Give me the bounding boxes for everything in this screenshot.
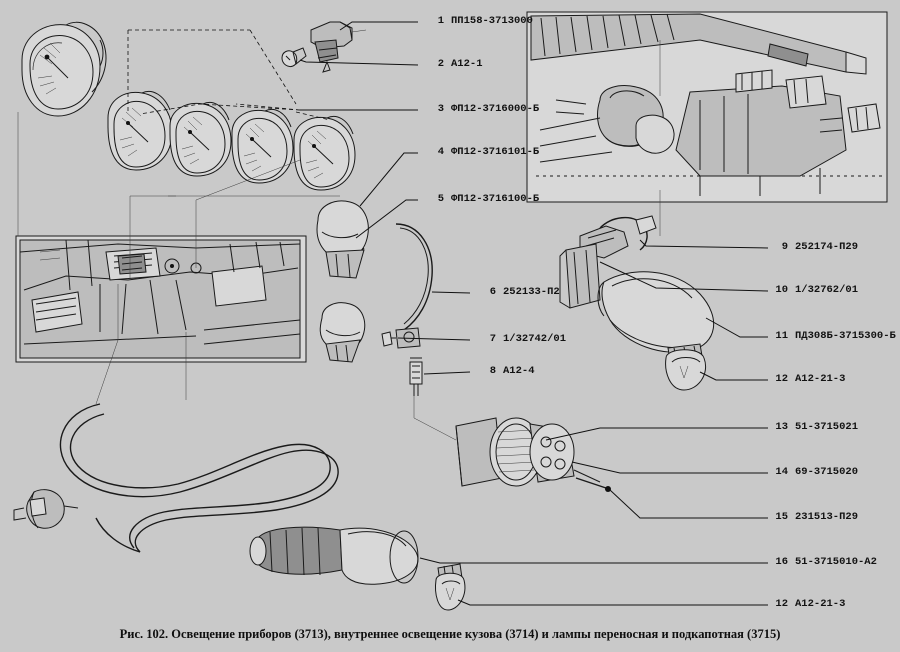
dashboard-interior-illustration [16, 236, 306, 362]
callout-6 [476, 286, 560, 298]
callout-4-number: 4 [437, 146, 444, 158]
engine-bay-illustration [527, 12, 887, 202]
callout-14-code: 69-3715020 [795, 466, 859, 478]
callout-12-bottom-code: А12-21-3 [795, 598, 846, 610]
callout-15-number: 15 [775, 511, 788, 523]
callout-10-number: 10 [775, 284, 788, 296]
callout-11-code: ПД308Б-3715300-Б [795, 330, 896, 342]
lamp-socket-assembly [311, 22, 366, 72]
callout-15-code: 231513-П29 [795, 511, 859, 523]
callout-15 [768, 511, 858, 523]
callout-16 [768, 556, 877, 568]
callout-12-top-code: А12-21-3 [795, 373, 846, 385]
callout-12-top [768, 373, 845, 385]
callout-13 [768, 421, 858, 433]
callout-5 [424, 193, 539, 205]
callout-6-code: 252133-П2 [503, 286, 560, 298]
callout-8-code: А12-4 [503, 365, 535, 377]
callout-11 [768, 330, 896, 342]
callout-7-code: 1/32742/01 [503, 333, 567, 345]
callout-11-number: 11 [775, 330, 788, 342]
callout-12-bottom [768, 598, 845, 610]
callout-6-number: 6 [489, 286, 496, 298]
callout-8-number: 8 [489, 365, 496, 377]
callout-9 [768, 241, 858, 253]
callout-8 [476, 365, 535, 377]
callout-1-code: ПП158-3713000 [451, 15, 533, 27]
underhood-lamp [560, 216, 714, 390]
callout-10 [768, 284, 858, 296]
callout-7 [476, 333, 566, 345]
instrument-cluster-gauge-large [22, 22, 106, 116]
figure-caption: Рис. 102. Освещение приборов (3713), внутреннее освещение кузова (3714) и лампы переносная и подкапотная (3715) [119, 627, 781, 641]
instrument-gauges-row [108, 91, 355, 190]
callout-2-number: 2 [437, 58, 444, 70]
callout-3 [424, 103, 539, 115]
callout-13-number: 13 [775, 421, 788, 433]
callout-13-code: 51-3715021 [795, 421, 859, 433]
callout-3-number: 3 [437, 103, 444, 115]
callout-4-code: ФП12-3716101-Б [451, 146, 540, 158]
callout-12-top-number: 12 [775, 373, 788, 385]
callout-16-number: 16 [775, 556, 788, 568]
bulb-a12-4 [410, 358, 422, 396]
callout-3-code: ФП12-3716000-Б [451, 103, 540, 115]
callout-1-number: 1 [437, 15, 444, 27]
callout-9-number: 9 [781, 241, 788, 253]
callout-12-bottom-number: 12 [775, 598, 788, 610]
callout-4 [424, 146, 539, 158]
callout-9-code: 252174-П29 [795, 241, 859, 253]
portable-lamp-with-cord [14, 404, 465, 610]
callout-16-code: 51-3715010-А2 [795, 556, 877, 568]
callout-7-number: 7 [489, 333, 496, 345]
callout-10-code: 1/32762/01 [795, 284, 859, 296]
ceiling-lamp-housings [317, 201, 432, 362]
callout-1 [424, 15, 533, 27]
callout-14-number: 14 [775, 466, 788, 478]
callout-5-code: ФП12-3716100-Б [451, 193, 540, 205]
callout-14 [768, 466, 858, 478]
socket-connector-plate [456, 418, 611, 492]
callout-2 [424, 58, 483, 70]
bulb-a12-1 [282, 48, 306, 67]
callout-5-number: 5 [437, 193, 444, 205]
callout-2-code: А12-1 [451, 58, 483, 70]
